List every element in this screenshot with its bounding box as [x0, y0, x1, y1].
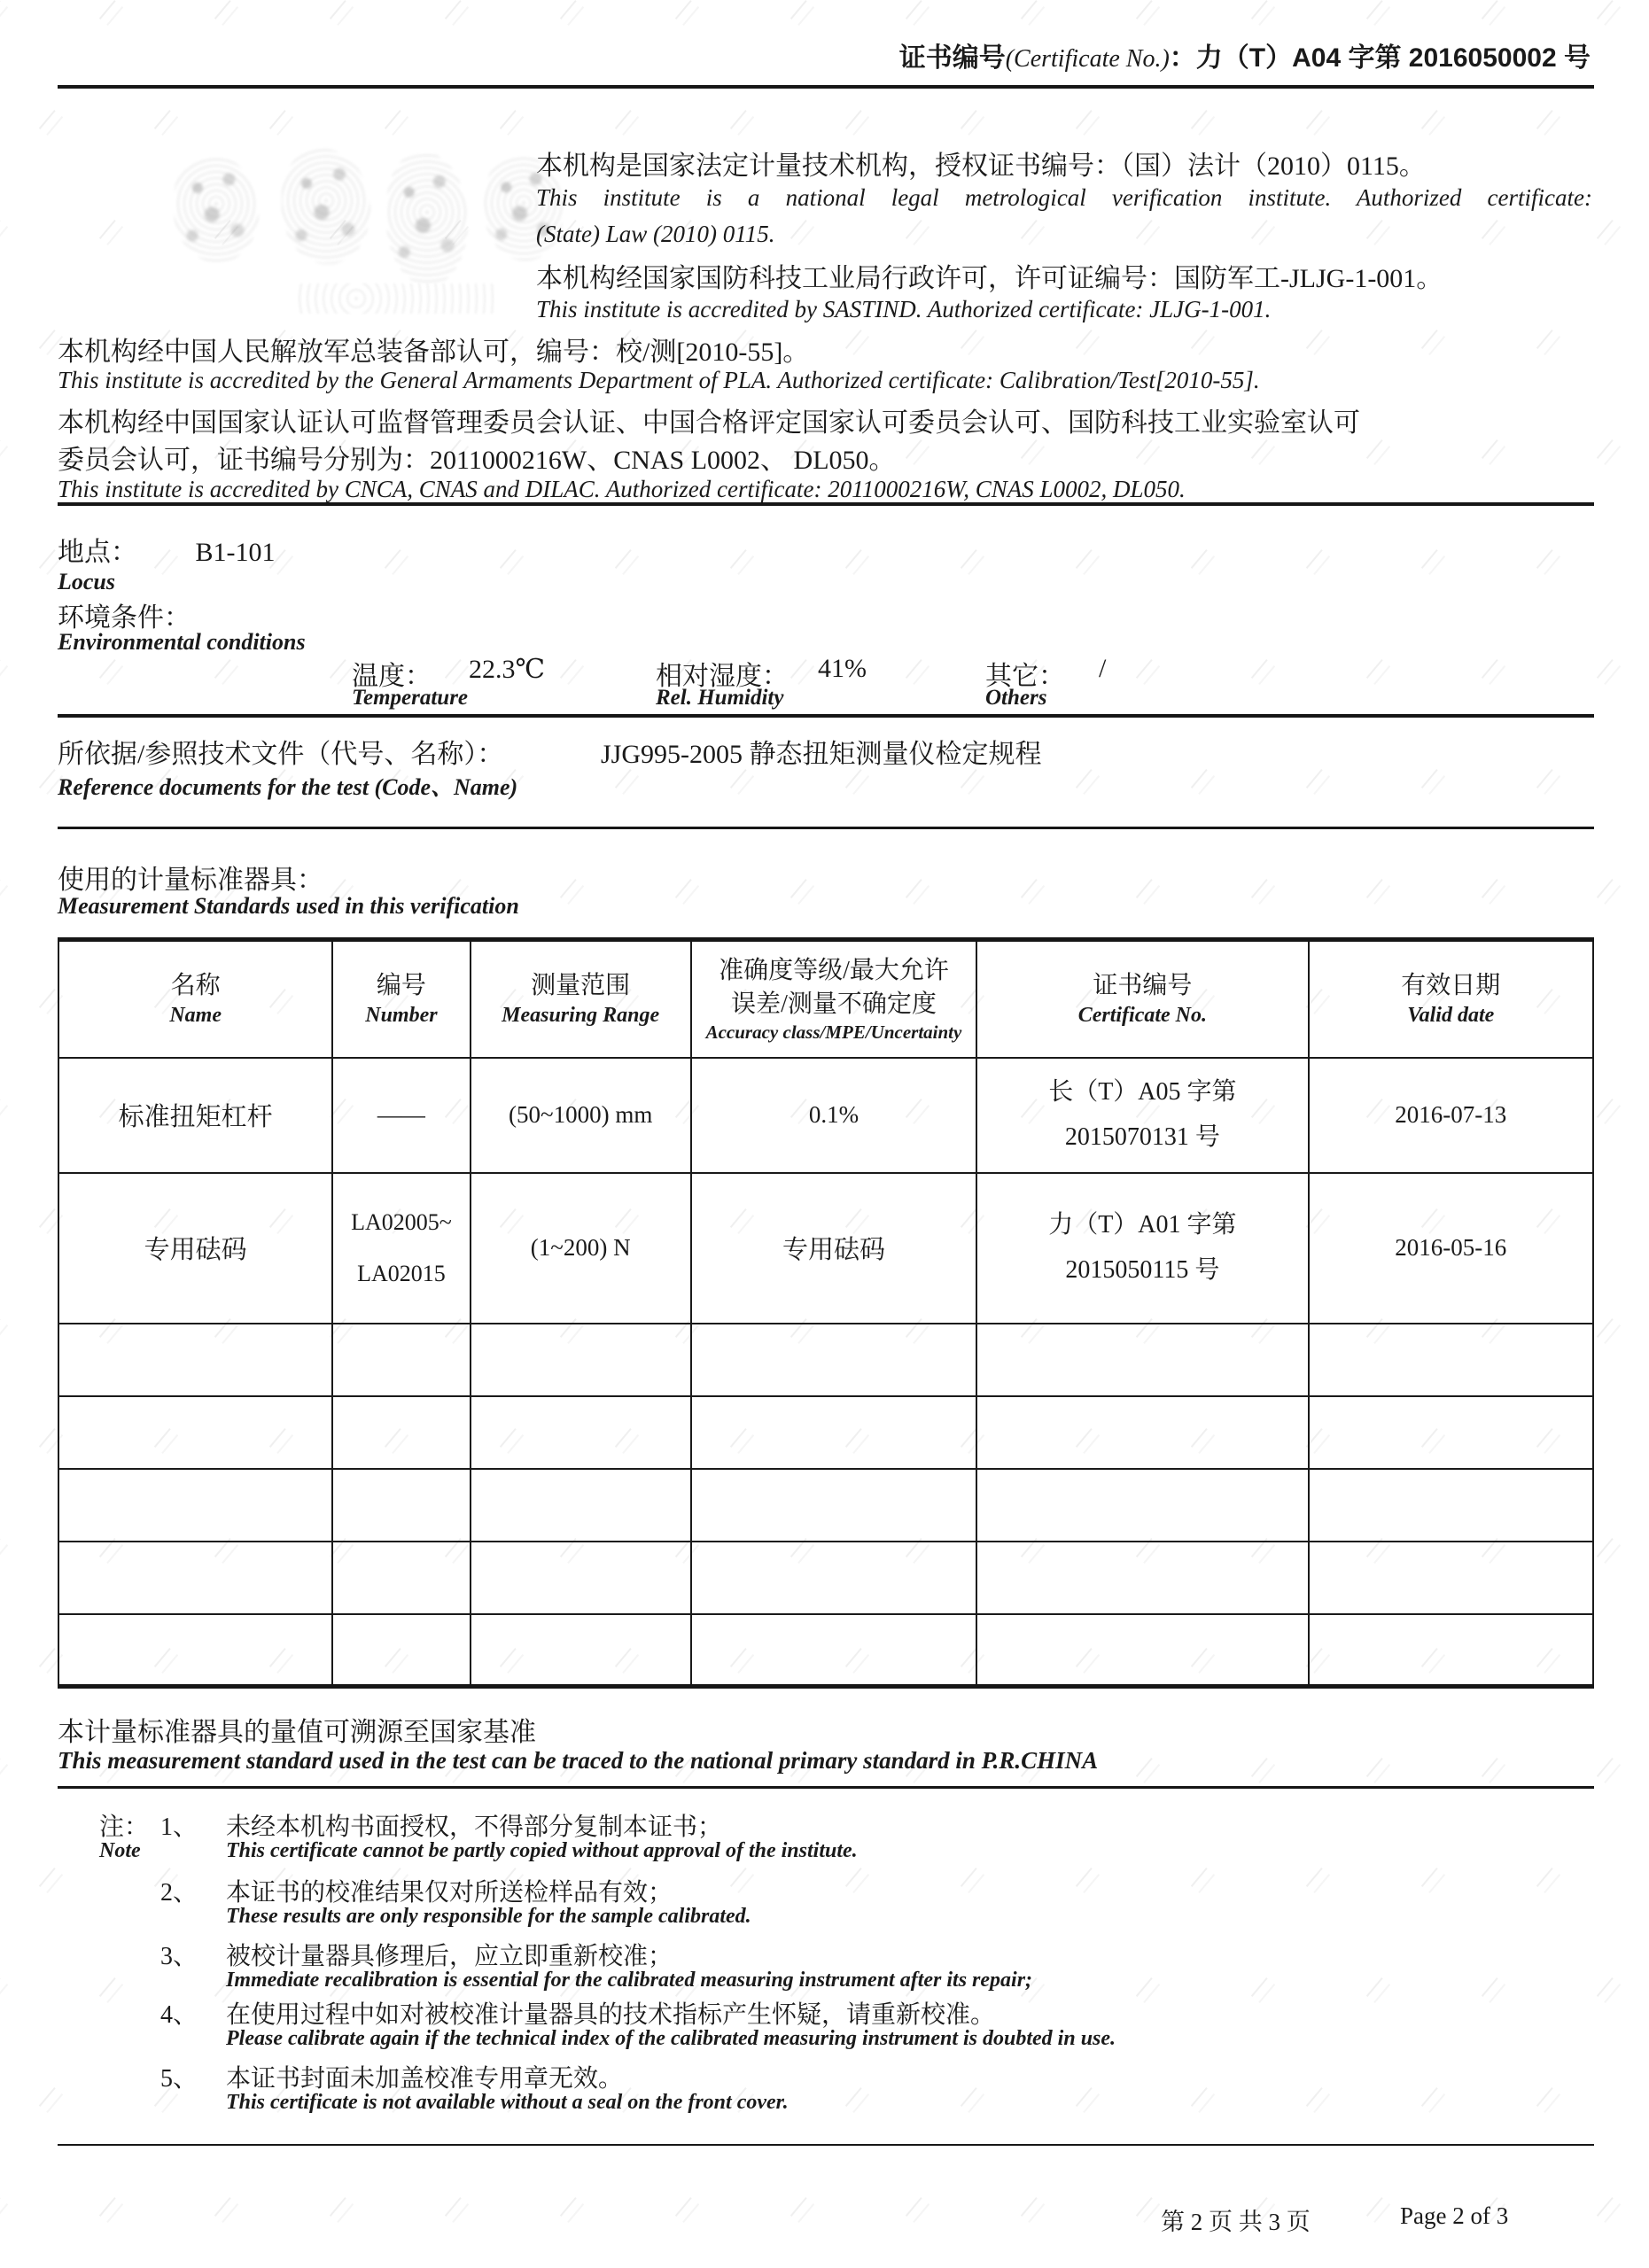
- accreditation-para2-cn: 本机构经国家国防科技工业局行政许可，许可证编号：国防军工-JLJG-1-001。: [536, 264, 1443, 293]
- humidity-label-cn: 相对湿度：: [656, 662, 789, 691]
- divider: [58, 1786, 1594, 1789]
- standards-title-en: Measurement Standards used in this verification: [58, 893, 519, 919]
- cell-certificate: 长（T）A05 字第 2015070131 号: [976, 1058, 1308, 1173]
- cell-certificate: 力（T）A01 字第 2015050115 号: [976, 1173, 1308, 1324]
- accreditation-para3-en: This institute is accredited by the General Armaments Department of PLA. Authorized certificate: Calibration/Test[2010-55].: [58, 367, 1260, 393]
- cell-number: LA02005~ LA02015: [332, 1173, 470, 1324]
- note-item-cn: 被校计量器具修理后，应立即重新校准；: [226, 1943, 673, 1970]
- traceability-statement-cn: 本计量标准器具的量值可溯源至国家基准: [58, 1718, 536, 1747]
- col-header-accuracy: 准确度等级/最大允许 误差/测量不确定度 Accuracy class/MPE/Uncertainty: [691, 940, 976, 1058]
- divider: [58, 2144, 1594, 2146]
- col-header-name: 名称 Name: [58, 940, 332, 1058]
- accreditation-para1-en-line1: This institute is a national legal metrological verification institute. Authorized certificate:: [536, 184, 1592, 211]
- certificate-number-value: ：力（T）A04 字第 2016050002 号: [1169, 43, 1591, 73]
- notes-label-en: Note: [99, 1839, 141, 1862]
- environment-label-cn: 环境条件：: [58, 603, 191, 633]
- location-label-en: Locus: [58, 569, 115, 594]
- note-item-cn: 本证书的校准结果仅对所送检样品有效；: [226, 1879, 673, 1907]
- environment-values-row: [58, 654, 1591, 691]
- environment-label-en: Environmental conditions: [58, 629, 306, 655]
- col-header-number: 编号 Number: [332, 940, 470, 1058]
- page-footer: [58, 2202, 1591, 2238]
- notes-section: [58, 1806, 1599, 2160]
- temperature-value: 22.3℃: [469, 655, 546, 684]
- accreditation-para2-en: This institute is accredited by SASTIND. Authorized certificate: JLJG-1-001.: [536, 296, 1272, 322]
- environment-labels-en-row: [58, 686, 1591, 712]
- location-row: [58, 530, 276, 569]
- temperature-label-cn: 温度：: [352, 662, 432, 691]
- note-item-number: 1、: [160, 1814, 198, 1841]
- note-item-en: Please calibrate again if the technical index of the calibrated measuring instrument is doubted in use.: [226, 2027, 1116, 2050]
- cell-number: ——: [332, 1058, 470, 1173]
- col-header-certificate-no: 证书编号 Certificate No.: [976, 940, 1308, 1058]
- footer-page-cn: 第 2 页 共 3 页: [1161, 2209, 1311, 2235]
- cell-valid-date: 2016-05-16: [1309, 1173, 1593, 1324]
- note-item-en: This certificate cannot be partly copied without approval of the institute.: [226, 1839, 858, 1862]
- others-value: /: [1099, 654, 1107, 683]
- note-item-cn: 在使用过程中如对被校准计量器具的技术指标产生怀疑，请重新校准。: [226, 2001, 996, 2029]
- col-header-valid-date: 有效日期 Valid date: [1309, 940, 1593, 1058]
- institute-stamp-logo: [105, 140, 574, 322]
- location-value: B1-101: [195, 538, 276, 567]
- certificate-number-label-cn: 证书编号: [898, 43, 1006, 73]
- temperature-label-en: Temperature: [352, 686, 469, 710]
- table-empty-row: [58, 1469, 1593, 1542]
- cell-valid-date: 2016-07-13: [1309, 1058, 1593, 1173]
- footer-page-en: Page 2 of 3: [1400, 2202, 1509, 2229]
- accreditation-para4-en: This institute is accredited by CNCA, CNAS and DILAC. Authorized certificate: 2011000216W, CNAS L0002, DL050.: [58, 476, 1186, 502]
- humidity-value: 41%: [818, 654, 867, 683]
- reference-label-cn: 所依据/参照技术文件（代号、名称）：: [58, 740, 504, 769]
- table-header-row: [58, 940, 1593, 1058]
- notes-label-cn: 注：: [99, 1814, 150, 1841]
- accreditation-para1-en-line2: (State) Law (2010) 0115.: [536, 221, 775, 247]
- note-item-number: 4、: [160, 2001, 198, 2029]
- note-item-number: 5、: [160, 2065, 198, 2093]
- cell-accuracy: 专用砝码: [691, 1173, 976, 1324]
- reference-row: [58, 732, 1591, 771]
- note-item-number: 2、: [160, 1879, 198, 1907]
- cell-range: (1~200) N: [471, 1173, 691, 1324]
- divider: [58, 85, 1594, 89]
- divider: [58, 827, 1594, 829]
- standards-table: [58, 937, 1594, 1689]
- accreditation-para3-cn: 本机构经中国人民解放军总装备部认可，编号：校/测[2010-55]。: [58, 338, 810, 367]
- cell-accuracy: 0.1%: [691, 1058, 976, 1173]
- reference-label-en: Reference documents for the test (Code、Name): [58, 774, 518, 800]
- accreditation-para4-cn-line2: 委员会认可，证书编号分别为：2011000216W、CNAS L0002、 DL050。: [58, 446, 896, 475]
- table-empty-row: [58, 1396, 1593, 1469]
- table-empty-row: [58, 1614, 1593, 1687]
- note-item-en: Immediate recalibration is essential for the calibrated measuring instrument after its repair;: [226, 1969, 1033, 1992]
- note-item-number: 3、: [160, 1943, 198, 1970]
- accreditation-para4-cn-line1: 本机构经中国国家认证认可监督管理委员会认证、中国合格评定国家认可委员会认可、国防科技工业实验室认可: [58, 408, 1360, 438]
- table-row: [58, 1173, 1593, 1324]
- others-label-cn: 其它：: [985, 662, 1065, 691]
- cell-name: 专用砝码: [58, 1173, 332, 1324]
- note-item-cn: 本证书封面未加盖校准专用章无效。: [226, 2065, 624, 2093]
- reference-value: JJG995-2005 静态扭矩测量仪检定规程: [601, 740, 1042, 769]
- others-label-en: Others: [985, 686, 1047, 710]
- certificate-number-label-en: (Certificate No.): [1005, 45, 1170, 73]
- note-item-cn: 未经本机构书面授权，不得部分复制本证书；: [226, 1814, 723, 1841]
- divider: [58, 502, 1594, 506]
- table-empty-row: [58, 1324, 1593, 1396]
- humidity-label-en: Rel. Humidity: [656, 686, 784, 710]
- certificate-number-line: [58, 35, 1591, 74]
- standards-title-cn: 使用的计量标准器具：: [58, 866, 323, 895]
- col-header-measuring-range: 测量范围 Measuring Range: [471, 940, 691, 1058]
- table-empty-row: [58, 1542, 1593, 1614]
- note-item-en: This certificate is not available without a seal on the front cover.: [226, 2091, 789, 2114]
- accreditation-para1-cn: 本机构是国家法定计量技术机构，授权证书编号：（国）法计（2010）0115。: [536, 151, 1426, 181]
- traceability-statement-en: This measurement standard used in the test can be traced to the national primary standard in P.R.CHINA: [58, 1747, 1099, 1774]
- cell-name: 标准扭矩杠杆: [58, 1058, 332, 1173]
- note-item-en: These results are only responsible for the sample calibrated.: [226, 1905, 751, 1928]
- table-row: [58, 1058, 1593, 1173]
- cell-range: (50~1000) mm: [471, 1058, 691, 1173]
- divider: [58, 714, 1594, 718]
- location-label-cn: 地点：: [58, 538, 137, 567]
